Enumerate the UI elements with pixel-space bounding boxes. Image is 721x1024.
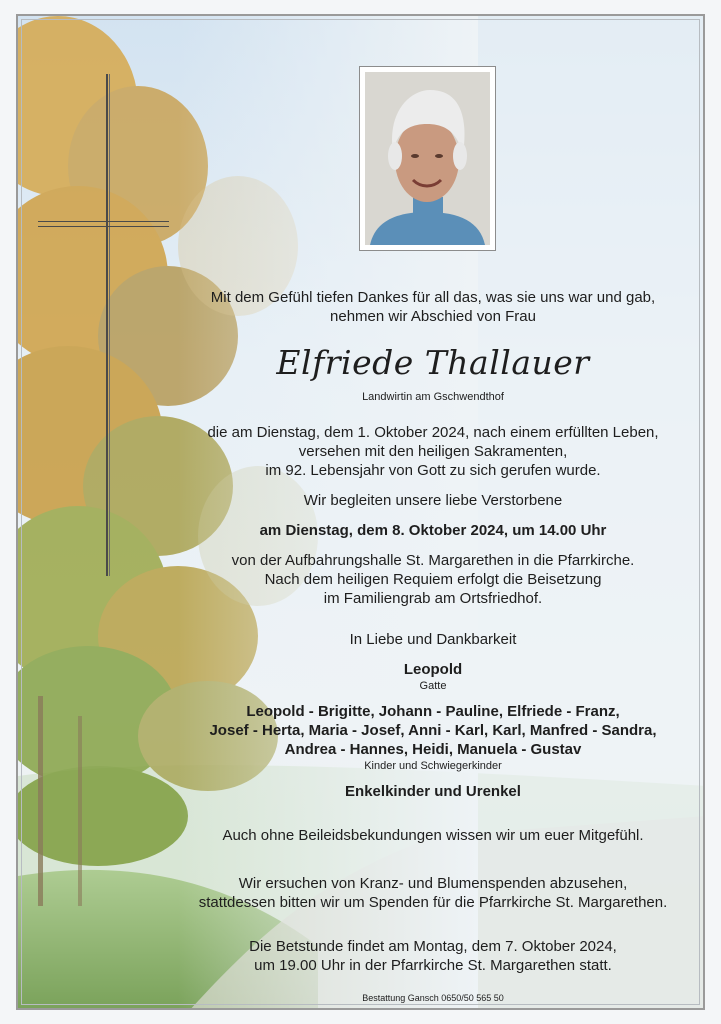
children-line-1: Leopold - Brigitte, Johann - Pauline, Elfriede - Franz, <box>246 703 620 720</box>
children-line-2: Josef - Herta, Maria - Josef, Anni - Karl, Karl, Manfred - Sandra, <box>209 722 657 739</box>
obituary-card <box>16 14 705 1010</box>
love-line: In Liebe und Dankbarkeit <box>349 631 517 648</box>
children-line-3: Andrea - Hannes, Heidi, Manuela - Gustav <box>284 741 582 758</box>
deceased-name: Elfriede Thallauer <box>276 343 590 382</box>
donation-line-1: Wir ersuchen von Kranz- und Blumenspenden abzusehen, <box>238 875 628 892</box>
condolence-line: Auch ohne Beileidsbekundungen wissen wir um euer Mitgefühl. <box>222 827 644 844</box>
occupation: Landwirtin am Gschwendthof <box>362 391 504 403</box>
donation-line-2: stattdessen bitten wir um Spenden für die Pfarrkirche St. Margarethen. <box>198 894 668 911</box>
death-line-1: die am Dienstag, dem 1. Oktober 2024, nach einem erfüllten Leben, <box>207 424 659 441</box>
portrait-photo <box>359 66 496 251</box>
route-line-2: Nach dem heiligen Requiem erfolgt die Beisetzung <box>264 571 602 588</box>
prayer-line-1: Die Betstunde findet am Montag, dem 7. Oktober 2024, <box>249 938 617 955</box>
spouse-role: Gatte <box>419 680 447 692</box>
grandchildren: Enkelkinder und Urenkel <box>345 783 521 800</box>
funeral-date: am Dienstag, dem 8. Oktober 2024, um 14.00 Uhr <box>259 522 607 539</box>
route-line-1: von der Aufbahrungshalle St. Margarethen in die Pfarrkirche. <box>231 552 635 569</box>
funeral-home-footer: Bestattung Gansch 0650/50 565 50 <box>362 993 504 1003</box>
accompany-line: Wir begleiten unsere liebe Verstorbene <box>303 492 563 509</box>
death-line-3: im 92. Lebensjahr von Gott zu sich gerufen wurde. <box>265 462 601 479</box>
spouse-name: Leopold <box>403 661 463 678</box>
prayer-line-2: um 19.00 Uhr in der Pfarrkirche St. Margarethen statt. <box>254 957 612 974</box>
children-role: Kinder und Schwiegerkinder <box>364 760 502 772</box>
route-line-3: im Familiengrab am Ortsfriedhof. <box>323 590 543 607</box>
intro-line-2: nehmen wir Abschied von Frau <box>330 308 536 325</box>
intro-line-1: Mit dem Gefühl tiefen Dankes für all das, was sie uns war und gab, <box>210 289 656 306</box>
death-line-2: versehen mit den heiligen Sakramenten, <box>298 443 568 460</box>
